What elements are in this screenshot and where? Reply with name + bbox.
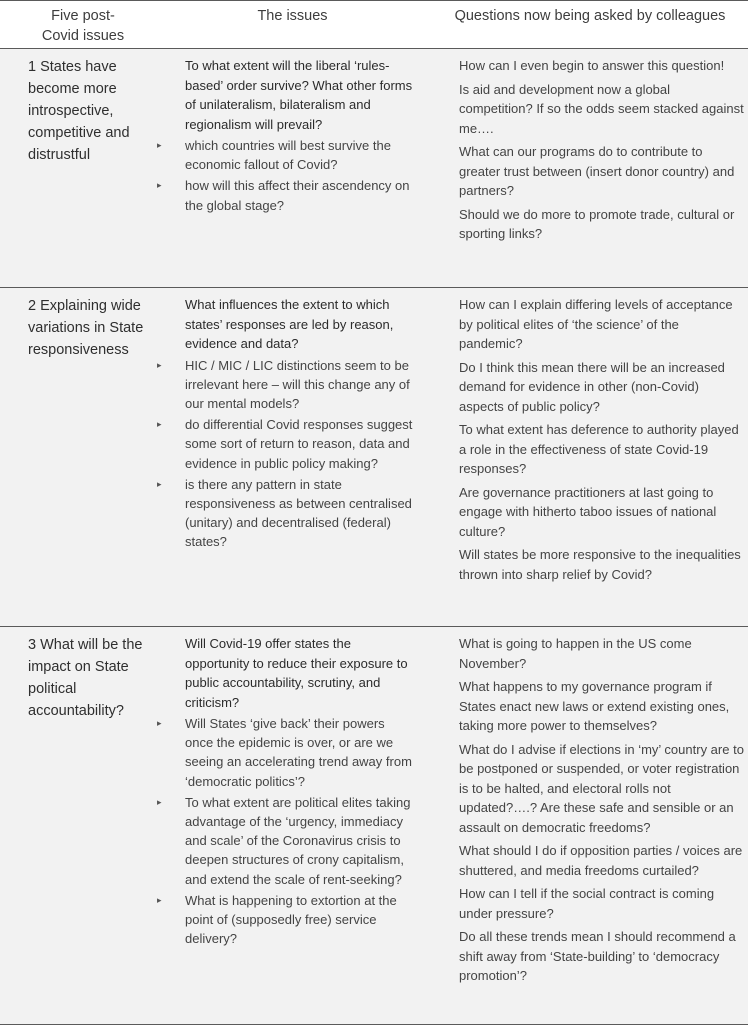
- bullet-text: which countries will best survive the economic fallout of Covid?: [185, 138, 391, 173]
- bullet-icon: ▸: [157, 180, 162, 191]
- bullet-text: do differential Covid responses suggest some sort of return to reason, data and evidence in public policy making?: [185, 417, 413, 471]
- row-1-title: 1 States have become more introspective, competitive and distrustful: [28, 59, 130, 163]
- list-item: [157, 176, 415, 214]
- row-3-title: 3 What will be the impact on State political accountability?: [28, 637, 143, 719]
- row-2-bullet-list: [157, 356, 415, 552]
- question-item: How can I tell if the social contract is coming under pressure?: [459, 886, 715, 921]
- question-item: Will states be more responsive to the inequalities thrown into sharp relief by Covid?: [459, 547, 741, 582]
- question-item: What is going to happen in the US come November?: [459, 636, 692, 671]
- bullet-text: Will States ‘give back’ their powers once the epidemic is over, or are we seeing an accelerating trend away from ‘democratic politics’?: [185, 716, 412, 789]
- bullet-icon: ▸: [157, 796, 162, 807]
- question-item: Should we do more to promote trade, cultural or sporting links?: [459, 206, 735, 241]
- table-row-1: [0, 48, 748, 287]
- list-item: [157, 356, 415, 414]
- question-item: What should I do if opposition parties / voices are shuttered, and media freedoms curtailed?: [459, 843, 743, 878]
- list-item: [157, 714, 415, 791]
- bullet-icon: ▸: [157, 718, 162, 728]
- bullet-text: HIC / MIC / LIC distinctions seem to be irrelevant here – will this change any of our mental models?: [185, 357, 410, 411]
- row-3-questions-cell: [459, 634, 744, 990]
- row-3-issues-cell: [157, 634, 415, 950]
- header-col1-line1: Five post- Covid issues: [41, 8, 125, 44]
- bullet-icon: ▸: [157, 478, 162, 489]
- question-item: Is aid and development now a global competition? If so the odds seem stacked against me….: [459, 81, 744, 136]
- bullet-icon: ▸: [157, 894, 162, 905]
- question-item: What can our programs do to contribute to greater trust between (insert donor country) and partners?: [459, 144, 735, 198]
- question-item: What happens to my governance program if States enact new laws or extend existing ones, taking more power to themselves?: [459, 679, 730, 733]
- list-item: [157, 136, 415, 174]
- row-2-issues-cell: [157, 295, 415, 554]
- bullet-icon: ▸: [157, 419, 162, 430]
- bullet-icon: ▸: [157, 359, 162, 370]
- list-item: [157, 891, 415, 949]
- question-item: Are governance practitioners at last going to engage with hitherto taboo issues of national culture?: [459, 484, 717, 539]
- row-2-issue-heading: What influences the extent to which states’ responses are led by reason, evidence and data?: [185, 297, 394, 351]
- bullet-text: What is happening to extortion at the point of (supposedly free) service delivery?: [185, 892, 397, 947]
- question-item: How can I explain differing levels of acceptance by political elites of ‘the science’ of the pandemic?: [459, 297, 733, 351]
- table-header-row: [0, 0, 748, 48]
- row-2-questions-cell: [459, 295, 744, 588]
- row-3-issue-heading: Will Covid-19 offer states the opportunity to reduce their exposure to public accountability, scrutiny, and criticism?: [185, 636, 408, 710]
- row-1-questions-cell: [459, 56, 744, 248]
- question-item: Do I think this mean there will be an increased demand for evidence in other (non-Covid) aspects of public policy?: [459, 359, 725, 414]
- table-row-3: [0, 626, 748, 1025]
- list-item: [157, 415, 415, 473]
- bullet-text: how will this affect their ascendency on the global stage?: [185, 178, 410, 213]
- bullet-icon: ▸: [157, 140, 162, 150]
- question-item: To what extent has deference to authority played a role in the effectiveness of state Covid-19 responses?: [459, 422, 739, 476]
- header-col-questions: Questions now being asked by colleagues: [454, 8, 726, 24]
- question-item: How can I even begin to answer this question!: [459, 58, 725, 73]
- question-item: What do I advise if elections in ‘my’ country are to be postponed or suspended, or voter registration is to be halted, and electoral rolls not updated?….? Are these safe and sensible or an assault on democratic freedoms?: [459, 741, 744, 835]
- row-1-bullet-list: [157, 136, 415, 215]
- question-item: Do all these trends mean I should recommend a shift away from ‘State-building’ to ‘democracy promotion’?: [459, 929, 736, 983]
- list-item: [157, 475, 415, 552]
- row-3-bullet-list: [157, 714, 415, 948]
- row-2-title: 2 Explaining wide variations in State responsiveness: [28, 298, 144, 358]
- bullet-text: is there any pattern in state responsiveness as between centralised (unitary) and decentralised (federal) states?: [185, 476, 412, 550]
- header-col-the-issues: The issues: [257, 8, 328, 24]
- header-col-issues-list: [18, 6, 148, 46]
- row-1-issue-heading: To what extent will the liberal ‘rules-based’ order survive? What other forms of unilateralism, bilateralism and regionalism will prevail?: [185, 58, 413, 132]
- table-row-2: [0, 287, 748, 626]
- bullet-text: To what extent are political elites taking advantage of the ‘urgency, immediacy and scale’ of the Coronavirus crisis to deepen structures of crony capitalism, and extend the scale of rent-seeking?: [185, 794, 411, 887]
- row-1-issues-cell: [157, 56, 415, 217]
- list-item: [157, 793, 415, 889]
